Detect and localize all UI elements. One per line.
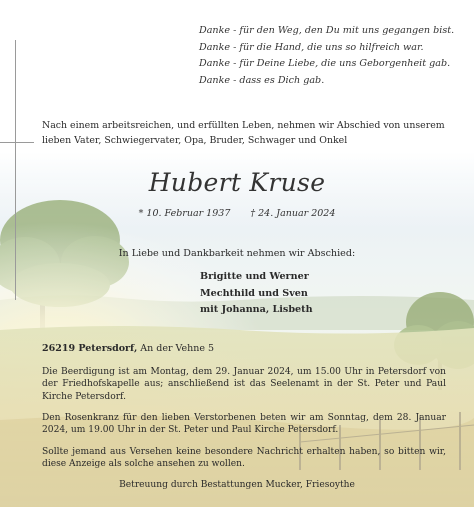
farewell-line: In Liebe und Dankbarkeit nehmen wir Abschied:: [118, 248, 356, 259]
undertaker-line: Betreuung durch Bestattungen Mucker, Friesoythe: [119, 480, 355, 490]
address-town: 26219 Petersdorf,: [42, 343, 138, 354]
address: [42, 343, 214, 354]
poem-line: Danke - für den Weg, den Du mit uns gegangen bist.: [199, 25, 455, 36]
funeral-info: Die Beerdigung ist am Montag, dem 29. Januar 2024, um 15.00 Uhr in Petersdorf von der Friedhofskapelle aus; anschließend ist das Seelenamt in der St. Peter und Paul Kirche Petersdorf.: [42, 367, 446, 402]
family-list: [200, 269, 313, 319]
rosary-info: Den Rosenkranz für den lieben Verstorbenen beten wir am Sonntag, dem 28. Januar 2024, um 19.00 Uhr in der St. Peter und Paul Kirche Petersdorf.: [42, 413, 446, 436]
poem-block: [199, 23, 454, 89]
poem-line: Danke - für Deine Liebe, die uns Geborgenheit gab.: [199, 58, 451, 69]
cross-horizontal-line: [0, 142, 34, 143]
intro-line: lieben Vater, Schwiegervater, Opa, Bruder, Schwager und Onkel: [42, 135, 348, 146]
intro-line: Nach einem arbeitsreichen, und erfüllten Leben, nehmen wir Abschied von unserem: [42, 120, 445, 131]
poem-line: Danke - dass es Dich gab.: [199, 74, 325, 86]
poem-line: Danke - für die Hand, die uns so hilfreich war.: [199, 41, 424, 53]
death-date: † 24. Januar 2024: [250, 208, 336, 219]
family-member: Mechthild und Sven: [200, 287, 308, 299]
intro-text: [42, 118, 445, 148]
family-member: mit Johanna, Lisbeth: [200, 304, 313, 315]
life-dates: [0, 208, 474, 219]
birth-date: * 10. Februar 1937: [138, 208, 231, 219]
deceased-name: Hubert Kruse: [148, 168, 326, 197]
family-member: Brigitte und Werner: [200, 271, 309, 282]
notice-info: Sollte jemand aus Versehen keine besondere Nachricht erhalten haben, so bitten wir, diese Anzeige als solche ansehen zu wollen.: [42, 447, 446, 470]
address-street: An der Vehne 5: [140, 343, 215, 354]
